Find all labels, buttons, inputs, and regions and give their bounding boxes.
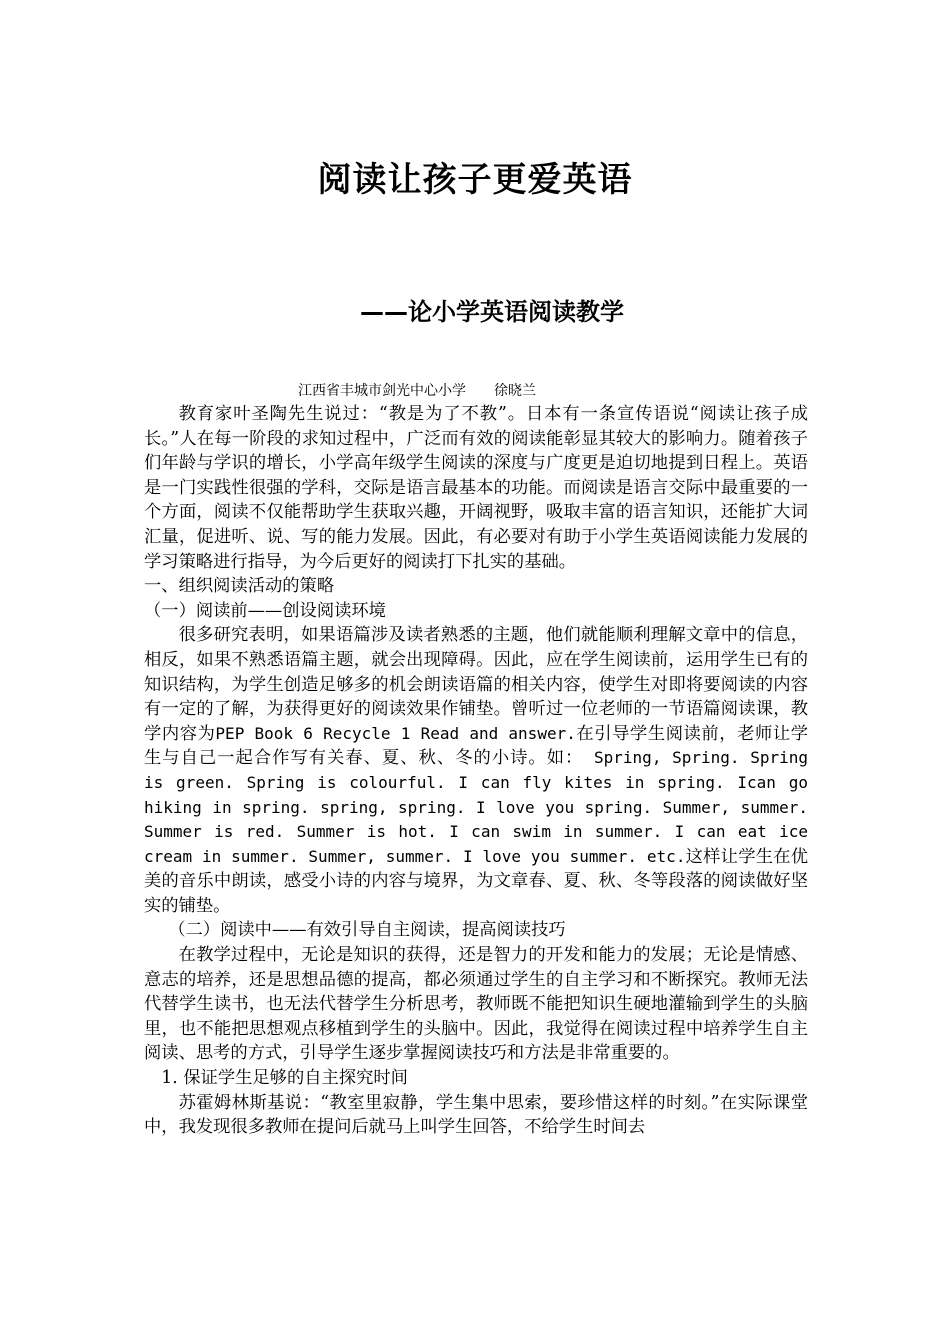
paragraph-text: 很多研究表明，如果语篇涉及读者熟悉的主题，他们就能顺利理解文章中的信息，相反，如果不熟悉语篇主题，就会出现障碍。因此，应在学生阅读前，运用学生已有的知识结构，为学生创造足够多的机会朗读语篇的相关内容，使学生对即将要阅读的内容有一定的了解，为获得更好的阅读效果作铺垫。曾听过一位老师的一节语篇阅读课，教学内容为 (144, 625, 808, 744)
paragraph-text: 这样让学生在优美的音乐中朗读，感受小诗的内容与境界，为文章春、夏、秋、冬等段落的阅读做好坚实的铺垫。 (144, 846, 808, 916)
paragraph: 苏霍姆林斯基说：“教室里寂静，学生集中思索，要珍惜这样的时刻。”在实际课堂中，我发现很多教师在提问后就马上叫学生回答，不给学生时间去 (144, 1092, 808, 1138)
document-subtitle: ——论小学英语阅读教学 (360, 298, 624, 326)
paragraph-text: 在引导学生阅读前，老师让学生与自己一起合作写有关春、夏、秋、冬的小诗。如： (144, 723, 808, 769)
lesson-reference: PEP Book 6 Recycle 1 Read and answer. (215, 723, 576, 743)
paragraph: 教育家叶圣陶先生说过：“教是为了不教”。日本有一条宣传语说“阅读让孩子成长。”人在每一阶段的求知过程中，广泛而有效的阅读能彰显其较大的影响力。随着孩子们年龄与学识的增长，小学高年级学生阅读的深度与广度更是迫切地提到日程上。英语是一门实践性很强的学科，交际是语言最基本的功能。而阅读是语言交际中最重要的一个方面，阅读不仅能帮助学生获取兴趣，开阔视野，吸取丰富的语言知识，还能扩大词汇量，促进听、说、写的能力发展。因此，有必要对有助于小学生英语阅读能力发展的学习策略进行指导，为今后更好的阅读打下扎实的基础。 (144, 404, 808, 572)
subsection-heading: （二）阅读中——有效引导自主阅读，提高阅读技巧 (168, 920, 566, 941)
document-body (144, 402, 808, 1140)
document-title: 阅读让孩子更爱英语 (317, 160, 633, 200)
paragraph: 在教学过程中，无论是知识的获得，还是智力的开发和能力的发展；无论是情感、意志的培养，还是思想品德的提高，都必须通过学生的自主学习和不断探究。教师无法代替学生读书，也无法代替学生分析思考，教师既不能把知识生硬地灌输到学生的头脑里，也不能把思想观点移植到学生的头脑中。因此，我觉得在阅读过程中培养学生自主阅读、思考的方式，引导学生逐步掌握阅读技巧和方法是非常重要的。 (144, 945, 808, 1064)
numbered-heading: 1. 保证学生足够的自主探究时间 (161, 1068, 408, 1089)
section-heading: 一、组织阅读活动的策略 (144, 576, 335, 597)
subsection-heading: （一）阅读前——创设阅读环境 (144, 600, 386, 621)
author-line: 江西省丰城市剑光中心小学 徐晓兰 (298, 383, 536, 399)
poem-example: Spring, Spring. Spring is green. Spring is colourful. I can fly kites in spring. Ican go hiking in spring. spring, spring. I love you spring. Summer, summer. Summer is red. Summer is hot. I can swim in summer. I can eat ice cream in summer. Summer, summer. I love you summer. etc. (144, 748, 808, 866)
paragraph (144, 623, 808, 918)
